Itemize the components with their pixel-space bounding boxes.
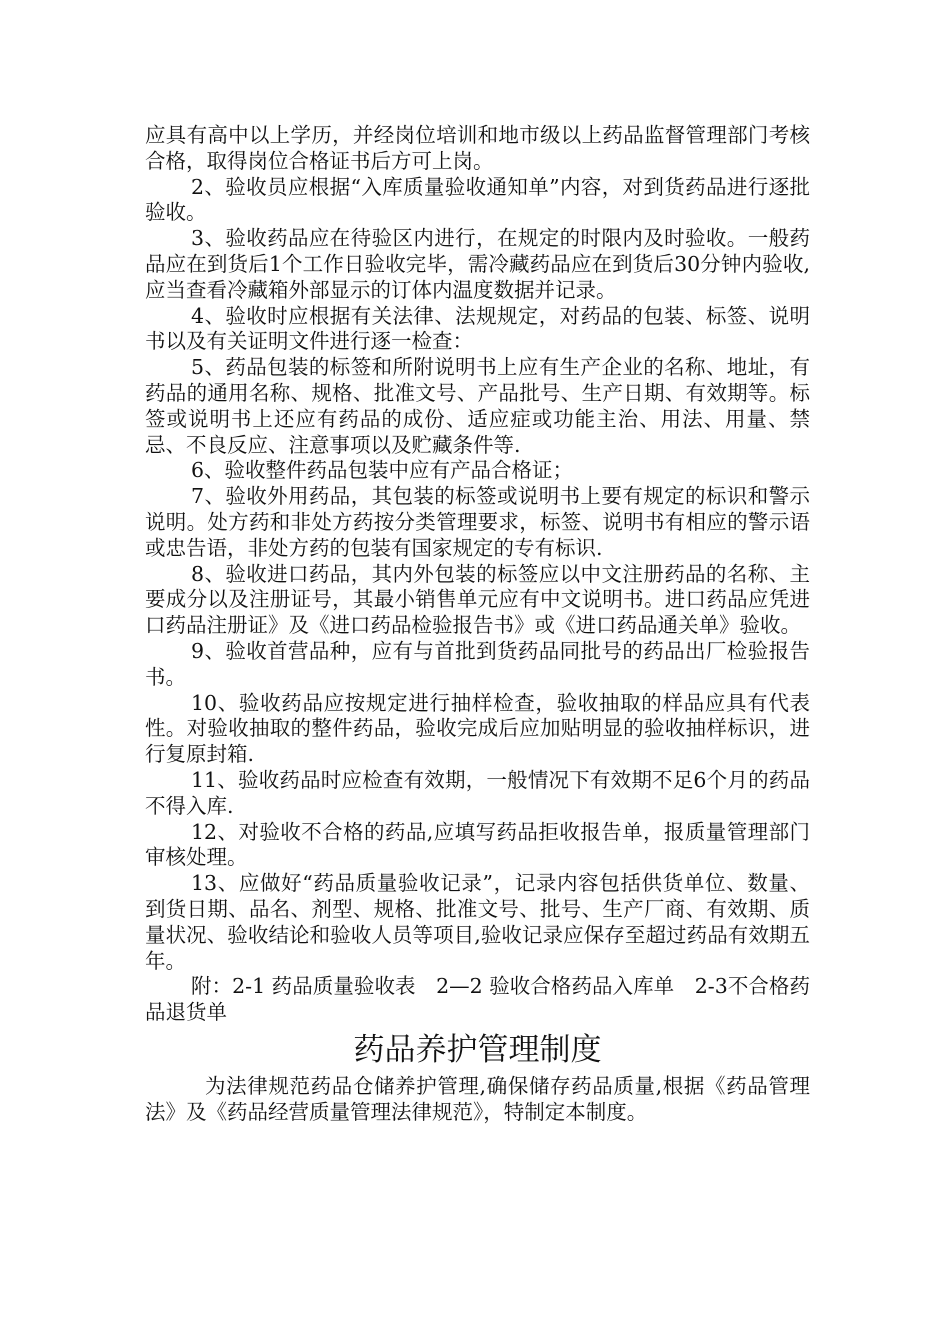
body-paragraph-1: 应具有高中以上学历，并经岗位培训和地市级以上药品监督管理部门考核合格，取得岗位合格证书后方可上岗。 — [145, 123, 810, 173]
body-paragraph-3: 3、验收药品应在待验区内进行，在规定的时限内及时验收。一般药品应在到货后1个工作日验收完毕，需冷藏药品应在到货后30分钟内验收,应当查看冷藏箱外部显示的订体内温度数据并记录。 — [145, 226, 810, 302]
body-paragraph-4: 4、验收时应根据有关法律、法规规定，对药品的包装、标签、说明书以及有关证明文件进行逐一检查： — [145, 303, 810, 354]
body-paragraph-8: 8、验收进口药品，其内外包装的标签应以中文注册药品的名称、主要成分以及注册证号，其最小销售单元应有中文说明书。进口药品应凭进口药品注册证》及《进口药品检验报告书》或《进口药品通关单》验收。 — [145, 561, 810, 638]
body-paragraph-10: 10、验收药品应按规定进行抽样检查，验收抽取的样品应具有代表性。对验收抽取的整件药品，验收完成后应加贴明显的验收抽样标识，进行复原封箱. — [145, 690, 810, 767]
body-paragraph-9: 9、验收首营品种，应有与首批到货药品同批号的药品出厂检验报告书。 — [145, 638, 810, 689]
body-paragraph-11: 11、验收药品时应检查有效期，一般情况下有效期不足6个月的药品不得入库. — [145, 767, 810, 818]
attachments-note: 附：2-1 药品质量验收表 2—2 验收合格药品入库单 2-3不合格药品退货单 — [145, 974, 810, 1025]
document-page — [145, 123, 810, 1125]
section-title: 药品养护管理制度 — [353, 1031, 602, 1068]
body-paragraph-2: 2、验收员应根据“入库质量验收通知单”内容，对到货药品进行逐批验收。 — [145, 174, 810, 225]
section-intro-paragraph: 为法律规范药品仓储养护管理,确保储存药品质量,根据《药品管理法》及《药品经营质量管理法律规范》，特制定本制度。 — [145, 1073, 810, 1124]
body-paragraph-6: 6、验收整件药品包装中应有产品合格证； — [191, 458, 574, 483]
body-paragraph-12: 12、对验收不合格的药品,应填写药品拒收报告单，报质量管理部门审核处理。 — [145, 819, 810, 870]
body-paragraph-5: 5、药品包装的标签和所附说明书上应有生产企业的名称、地址，有药品的通用名称、规格、批准文号、产品批号、生产日期、有效期等。标签或说明书上还应有药品的成份、适应症或功能主治、用法、用量、禁忌、不良反应、注意事项以及贮藏条件等. — [145, 355, 810, 457]
body-paragraph-13: 13、应做好“药品质量验收记录”，记录内容包括供货单位、数量、到货日期、品名、剂型、规格、批准文号、批号、生产厂商、有效期、质量状况、验收结论和验收人员等项目,验收记录应保存至超过药品有效期五年。 — [145, 871, 810, 973]
body-paragraph-7: 7、验收外用药品，其包装的标签或说明书上要有规定的标识和警示说明。处方药和非处方药按分类管理要求，标签、说明书有相应的警示语或忠告语，非处方药的包装有国家规定的专有标识. — [145, 484, 810, 560]
